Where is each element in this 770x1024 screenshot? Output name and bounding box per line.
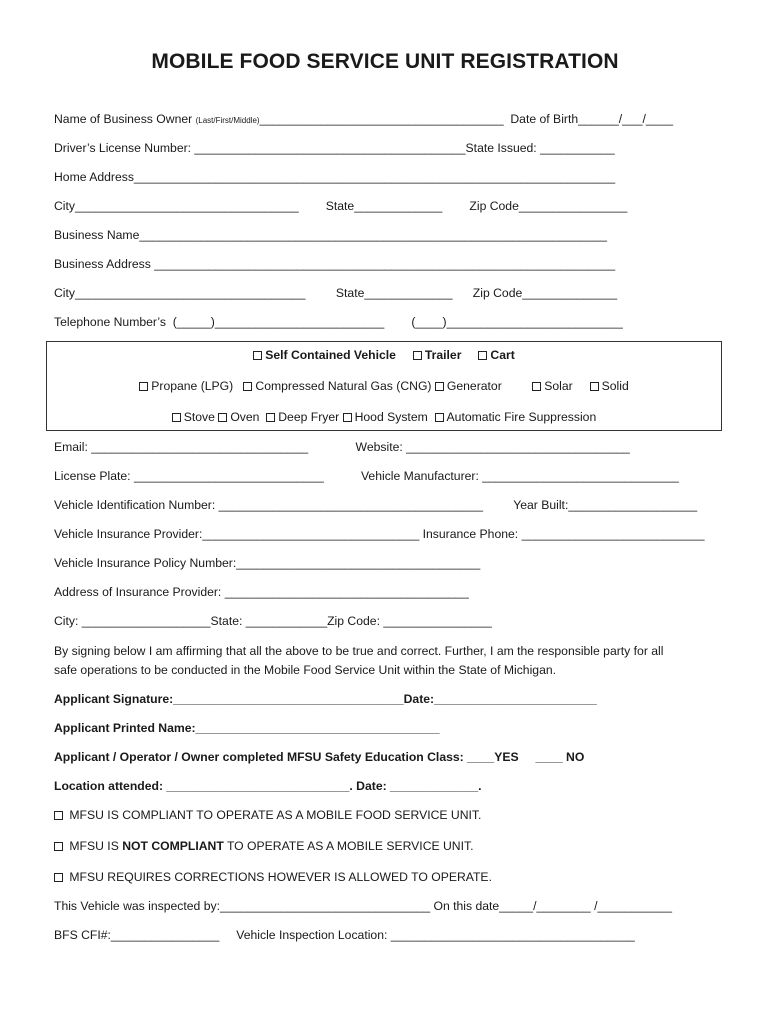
checkbox-icon bbox=[218, 413, 227, 422]
insurance-provider-line[interactable]: Vehicle Insurance Provider:________________________________ Insurance Phone: ___________________________ bbox=[54, 527, 705, 541]
checkbox-icon bbox=[54, 873, 63, 882]
drivers-license-line[interactable]: Driver’s License Number: ________________________________________State Issued: ___________ bbox=[54, 141, 615, 155]
checkbox-icon bbox=[139, 382, 148, 391]
corrections-option[interactable]: MFSU REQUIRES CORRECTIONS HOWEVER IS ALLOWED TO OPERATE. bbox=[54, 869, 492, 885]
deep-fryer-checkbox[interactable]: Deep Fryer bbox=[266, 410, 339, 424]
checkbox-icon bbox=[343, 413, 352, 422]
generator-checkbox[interactable]: Generator bbox=[435, 379, 502, 393]
form-title: MOBILE FOOD SERVICE UNIT REGISTRATION bbox=[151, 50, 619, 73]
business-address-line[interactable]: Business Address ____________________________________________________________________ bbox=[54, 257, 616, 271]
vehicle-type-row bbox=[47, 347, 721, 363]
fuel-type-row bbox=[47, 378, 721, 394]
home-city-state-zip-line[interactable]: City_________________________________ State_____________ Zip Code________________ bbox=[54, 199, 628, 213]
email-website-line[interactable]: Email: ________________________________ Website: _________________________________ bbox=[54, 440, 630, 454]
checkbox-icon bbox=[253, 351, 262, 360]
business-city-state-zip-line[interactable]: City__________________________________ State_____________ Zip Code______________ bbox=[54, 286, 618, 300]
cng-checkbox[interactable]: Compressed Natural Gas (CNG) bbox=[243, 379, 431, 393]
fire-suppression-checkbox[interactable]: Automatic Fire Suppression bbox=[435, 410, 597, 424]
telephone-line[interactable]: Telephone Number’s (_____)_________________________ (____)__________________________ bbox=[54, 315, 623, 329]
owner-name-label: Name of Business Owner bbox=[54, 112, 196, 126]
plate-manufacturer-line[interactable]: License Plate: ____________________________ Vehicle Manufacturer: _____________________________ bbox=[54, 469, 679, 483]
signature-line[interactable]: Applicant Signature:__________________________________Date:________________________ bbox=[54, 692, 597, 706]
stove-checkbox[interactable]: Stove bbox=[172, 410, 215, 424]
date-of-birth-field[interactable]: Date of Birth______/___/____ bbox=[503, 112, 674, 126]
safety-class-line[interactable]: Applicant / Operator / Owner completed MFSU Safety Education Class: ____YES ____ NO bbox=[54, 750, 585, 764]
trailer-checkbox[interactable]: Trailer bbox=[413, 348, 462, 362]
cart-checkbox[interactable]: Cart bbox=[478, 348, 514, 362]
printed-name-line[interactable]: Applicant Printed Name:____________________________________ bbox=[54, 721, 440, 735]
owner-name-line[interactable] bbox=[54, 111, 673, 129]
checkbox-icon bbox=[590, 382, 599, 391]
checkbox-icon bbox=[54, 842, 63, 851]
checkbox-icon bbox=[478, 351, 487, 360]
bfs-cfi-line[interactable]: BFS CFI#:________________ Vehicle Inspection Location: ____________________________________ bbox=[54, 928, 635, 942]
inspected-by-line[interactable]: This Vehicle was inspected by:_______________________________ On this date_____/________ /___________ bbox=[54, 899, 673, 913]
insurance-city-line[interactable]: City: ___________________State: ____________Zip Code: ________________ bbox=[54, 614, 492, 628]
oven-checkbox[interactable]: Oven bbox=[218, 410, 259, 424]
checkbox-icon bbox=[532, 382, 541, 391]
unit-type-box bbox=[46, 341, 722, 431]
checkbox-icon bbox=[435, 382, 444, 391]
propane-checkbox[interactable]: Propane (LPG) bbox=[139, 379, 233, 393]
vin-year-line[interactable]: Vehicle Identification Number: _______________________________________ Year Built:___________________ bbox=[54, 498, 698, 512]
checkbox-icon bbox=[413, 351, 422, 360]
home-address-line[interactable]: Home Address_______________________________________________________________________ bbox=[54, 170, 616, 184]
checkbox-icon bbox=[243, 382, 252, 391]
equipment-row bbox=[47, 409, 721, 425]
solar-checkbox[interactable]: Solar bbox=[532, 379, 572, 393]
hood-system-checkbox[interactable]: Hood System bbox=[343, 410, 428, 424]
compliant-option[interactable]: MFSU IS COMPLIANT TO OPERATE AS A MOBILE FOOD SERVICE UNIT. bbox=[54, 807, 481, 823]
checkbox-icon bbox=[266, 413, 275, 422]
not-compliant-option[interactable]: MFSU IS NOT COMPLIANT TO OPERATE AS A MOBILE SERVICE UNIT. bbox=[54, 838, 473, 854]
insurance-address-line[interactable]: Address of Insurance Provider: ____________________________________ bbox=[54, 585, 469, 599]
checkbox-icon bbox=[435, 413, 444, 422]
owner-name-blank[interactable]: ____________________________________ bbox=[259, 112, 504, 126]
checkbox-icon bbox=[172, 413, 181, 422]
affirmation-text-2: safe operations to be conducted in the Mobile Food Service Unit within the State of Michigan. bbox=[54, 663, 557, 677]
policy-number-line[interactable]: Vehicle Insurance Policy Number:____________________________________ bbox=[54, 556, 481, 570]
checkbox-icon bbox=[54, 811, 63, 820]
owner-name-hint: (Last/First/Middle) bbox=[195, 116, 260, 125]
solid-checkbox[interactable]: Solid bbox=[590, 379, 629, 393]
business-name-line[interactable]: Business Name_____________________________________________________________________ bbox=[54, 228, 608, 242]
location-attended-line[interactable]: Location attended: ___________________________. Date: _____________. bbox=[54, 779, 482, 793]
self-contained-checkbox[interactable]: Self Contained Vehicle bbox=[253, 348, 396, 362]
affirmation-text-1: By signing below I am affirming that all the above to be true and correct. Further, I am the responsible party for all bbox=[54, 644, 664, 658]
